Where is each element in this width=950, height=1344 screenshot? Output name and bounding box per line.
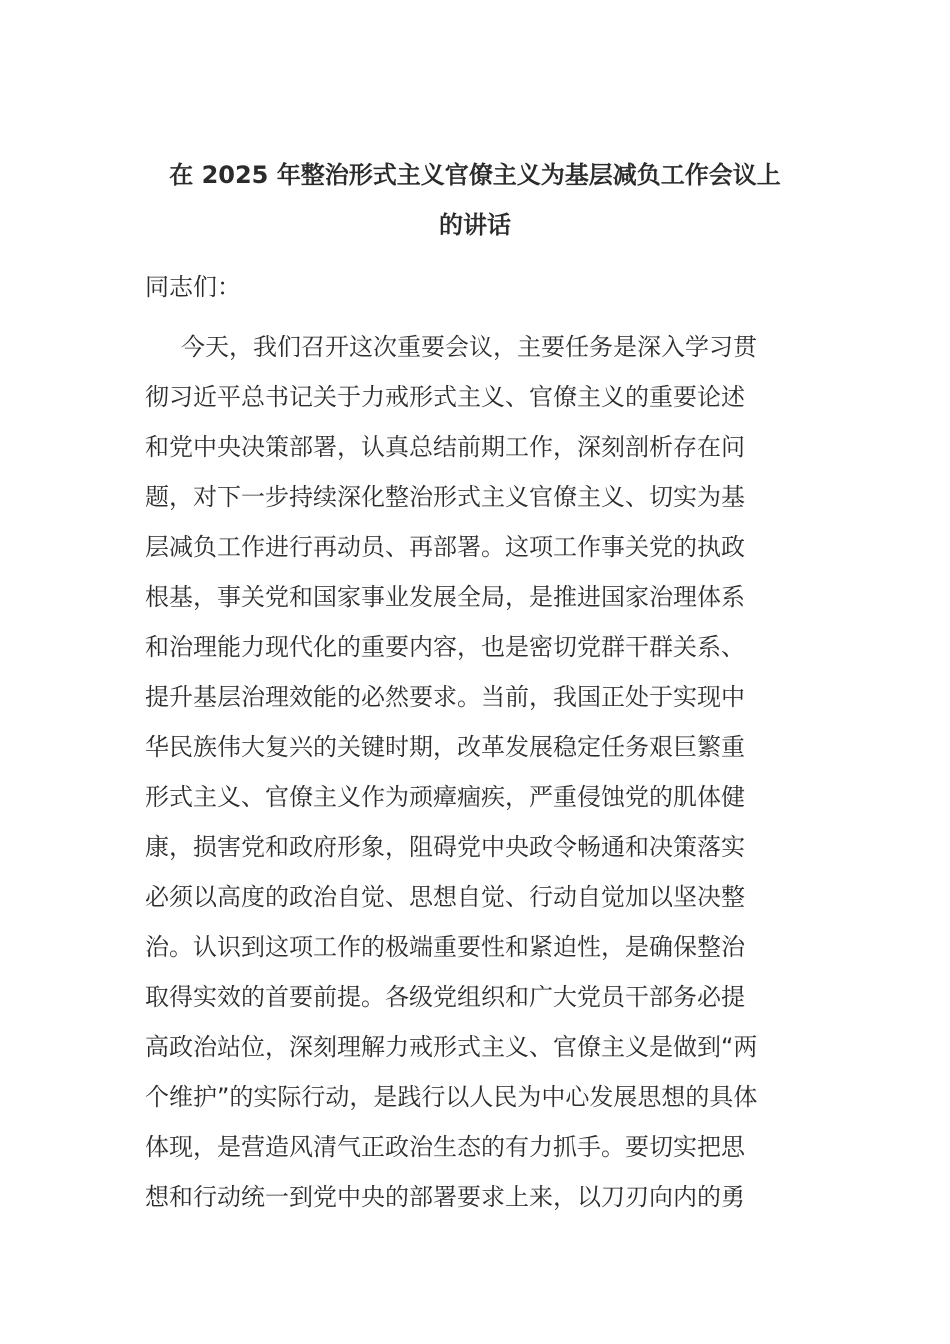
paragraph-line: 提升基层治理效能的必然要求。当前，我国正处于实现中 (145, 683, 745, 711)
paragraph-line: 必须以高度的政治自觉、思想自觉、行动自觉加以坚决整 (145, 883, 745, 911)
paragraph-line: 高政治站位，深刻理解力戒形式主义、官僚主义是做到“两 (145, 1033, 758, 1061)
paragraph-line: 取得实效的首要前提。各级党组织和广大党员干部务必提 (145, 983, 745, 1011)
paragraph-line: 根基，事关党和国家事业发展全局，是推进国家治理体系 (145, 583, 745, 611)
paragraph-line: 和党中央决策部署，认真总结前期工作，深刻剖析存在问 (145, 433, 745, 461)
paragraph-line: 治。认识到这项工作的极端重要性和紧迫性，是确保整治 (145, 933, 745, 961)
title-line-1: 在 2025 年整治形式主义官僚主义为基层减负工作会议上 (169, 161, 781, 189)
salutation: 同志们： (145, 273, 241, 301)
paragraph-line: 形式主义、官僚主义作为顽瘴痼疾，严重侵蚀党的肌体健 (145, 783, 745, 811)
paragraph-line: 层减负工作进行再动员、再部署。这项工作事关党的执政 (145, 533, 745, 561)
paragraph-line: 彻习近平总书记关于力戒形式主义、官僚主义的重要论述 (145, 383, 745, 411)
paragraph-line: 个维护”的实际行动，是践行以人民为中心发展思想的具体 (145, 1083, 758, 1111)
document-title (145, 150, 805, 250)
paragraph-line: 体现，是营造风清气正政治生态的有力抓手。要切实把思 (145, 1133, 745, 1161)
title-line-2: 的讲话 (439, 211, 511, 239)
paragraph-line: 想和行动统一到党中央的部署要求上来，以刀刃向内的勇 (145, 1183, 745, 1211)
paragraph-line: 康，损害党和政府形象，阻碍党中央政令畅通和决策落实 (145, 833, 745, 861)
paragraph-line: 华民族伟大复兴的关键时期，改革发展稳定任务艰巨繁重 (145, 733, 745, 761)
paragraph-line: 题，对下一步持续深化整治形式主义官僚主义、切实为基 (145, 483, 745, 511)
paragraph-line: 和治理能力现代化的重要内容，也是密切党群干群关系、 (145, 633, 745, 661)
paragraph-line: 今天，我们召开这次重要会议，主要任务是深入学习贯 (181, 333, 757, 361)
speech-paragraph (145, 322, 810, 1222)
